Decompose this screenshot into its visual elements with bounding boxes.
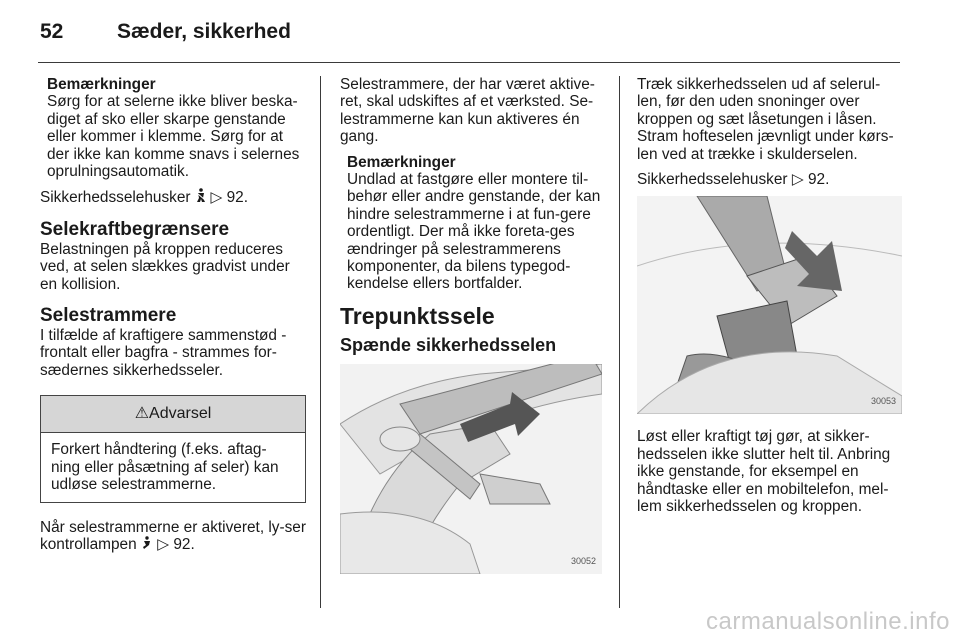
- heading-tensioners: Selestrammere: [40, 305, 177, 327]
- seatbelt-reminder-line: [637, 171, 902, 188]
- heading-load-limiter: Selekraftbegrænsere: [40, 218, 230, 240]
- column-1: [40, 76, 306, 561]
- reminder-text: Sikkerhedsselehusker: [40, 189, 191, 207]
- reminder-ref: 92.: [807, 171, 830, 189]
- fasten-instructions-text: Træk sikkerhedsselen ud af selerul-len, før den uden snoninger over kroppen og sæt låsetungen i låsen. Stram hofteselen jævnligt under kørs-len ved at trække i skulderselen.: [637, 76, 894, 163]
- page-title: Sæder, sikkerhed: [117, 20, 291, 43]
- seatbelt-reminder-icon: [195, 190, 211, 205]
- column-divider-1: [320, 76, 321, 608]
- reminder-ref: 92.: [226, 189, 248, 207]
- belt-tensioner-lamp-icon: [141, 536, 157, 553]
- load-limiter-text: Belastningen på kroppen reduceres ved, at selen slækkes gradvist under en kollision.: [40, 240, 290, 293]
- page-header: [40, 18, 920, 48]
- buckle-illustration: [637, 196, 902, 414]
- tensioner-replacement-text: Selestrammere, der har været aktive-ret, skal udskiftes af et værksted. Se-lestrammerne kan kun aktiveres én gang.: [340, 76, 595, 146]
- warning-box: [40, 395, 306, 502]
- fasten-belt-illustration: [340, 364, 602, 574]
- watermark: carmanualsonline.info: [706, 608, 950, 635]
- heading-three-point-belt: Trepunktssele: [340, 302, 495, 329]
- loose-clothing-text: Løst eller kraftigt tøj gør, at sikker-hedsselen ikke slutter helt til. Anbring ikke genstande, for eksempel en håndtaske eller en mobiltelefon, mel-lem sikkerhedsselen og kroppen.: [637, 428, 891, 516]
- warning-title: Advarsel: [149, 405, 212, 423]
- reminder-text: Sikkerhedsselehusker: [637, 171, 788, 189]
- tensioner-lamp-line: [40, 519, 306, 554]
- warning-text: Forkert håndtering (f.eks. aftag-ning eller påsætning af seler) kan udløse selestrammerne.: [51, 441, 279, 494]
- seatbelt-reminder-line: [40, 188, 306, 206]
- page-number: 52: [40, 20, 64, 43]
- figure-code: 30053: [870, 396, 896, 407]
- note-text: Undlad at fastgøre eller montere til-behør eller andre genstande, der kan hindre selestrammerne i at fun-gere ordentligt. Der må ikke foreta-ges ændringer på selestrammerens komponenter, da bilens typegod-kendelse ellers bortfalder.: [347, 171, 601, 293]
- tensioner-lamp-text: Når selestrammerne er aktiveret, ly-ser kontrollampen: [40, 518, 306, 553]
- column-2: [340, 76, 604, 574]
- figure-code: 30052: [570, 555, 596, 566]
- note-text: Sørg for at selerne ikke bliver beska-diget af sko eller skarpe genstande eller kommer i klemme. Sørg for at der ikke kan komme snavs i selernes oprulningsautomatik.: [47, 93, 300, 181]
- note-block: [40, 76, 306, 180]
- column-divider-2: [619, 76, 620, 608]
- column-3: [637, 76, 902, 523]
- page-reference-icon: ▷: [791, 171, 804, 189]
- page-reference-icon: ▷: [157, 535, 170, 553]
- tensioner-lamp-ref: 92.: [173, 535, 195, 553]
- heading-fasten-belt: Spænde sikkerhedsselen: [340, 334, 557, 355]
- warning-header: [41, 396, 305, 433]
- note-title: Bemærkninger: [47, 76, 156, 93]
- warning-triangle-icon: ⚠: [134, 405, 150, 423]
- note-block: [340, 154, 604, 293]
- header-divider: [38, 62, 900, 63]
- page-reference-icon: ▷: [210, 189, 223, 207]
- tensioners-text: I tilfælde af kraftigere sammenstød - frontalt eller bagfra - strammes for-sædernes sikkerhedsseler.: [40, 327, 287, 379]
- note-title: Bemærkninger: [347, 153, 456, 171]
